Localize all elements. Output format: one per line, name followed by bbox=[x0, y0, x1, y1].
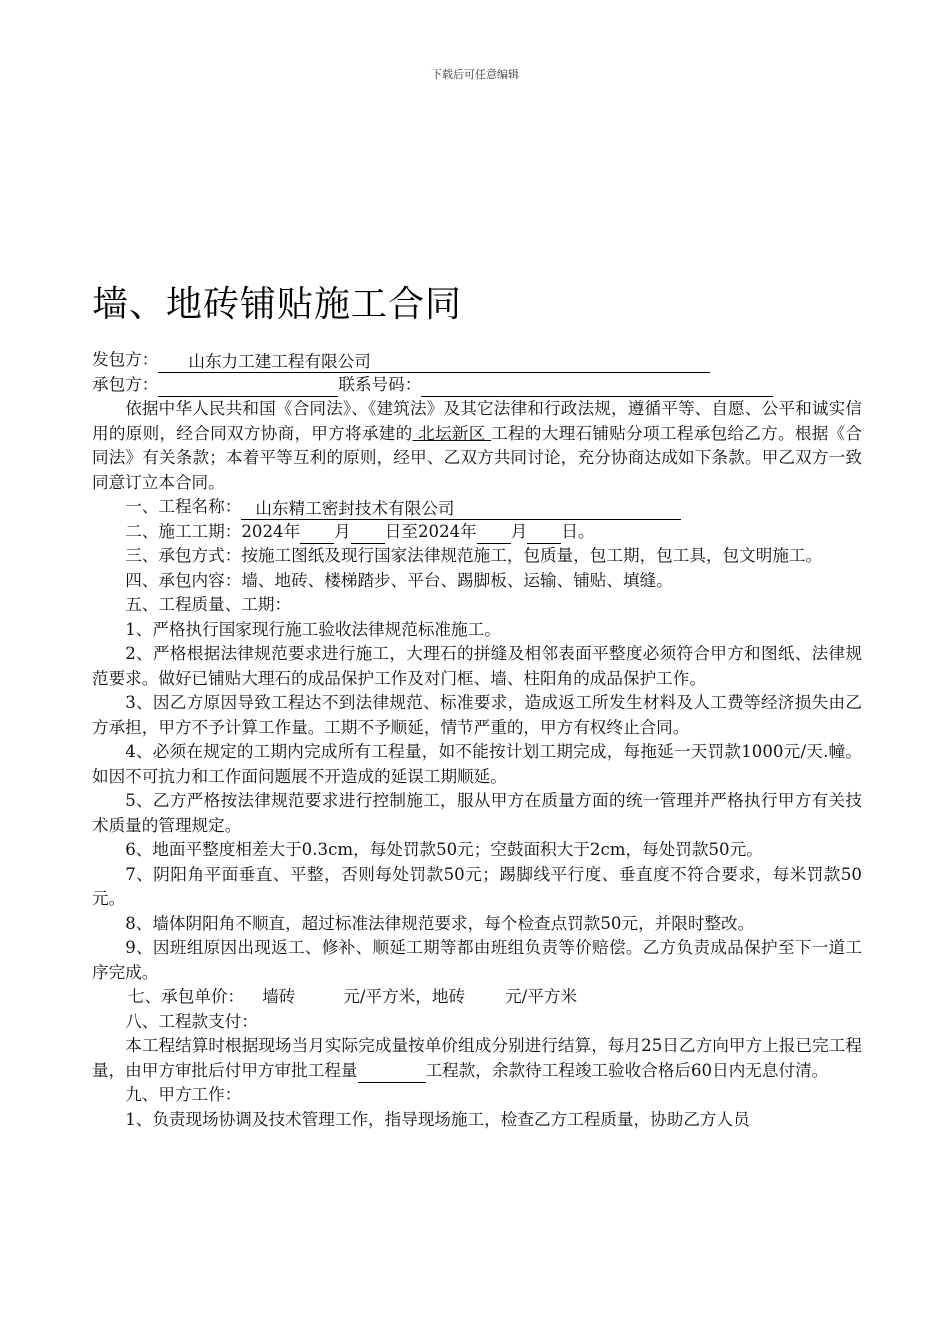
period-end: 日。 bbox=[561, 521, 595, 541]
clause-item-3: 3、因乙方原因导致工程达不到法律规范、标准要求，造成返工所发生材料及人工费等经济损失由乙方承担，甲方不予计算工作量。工期不予顺延，情节严重的，甲方有权终止合同。 bbox=[92, 693, 862, 737]
clause-quality-heading: 五、工程质量、工期： bbox=[125, 595, 292, 614]
intro-paragraph bbox=[92, 397, 862, 495]
party-b-blank bbox=[158, 376, 338, 397]
clause-item-6: 6、地面平整度相差大于0.3cm，每处罚款50元；空鼓面积大于2cm，每处罚款50元。 bbox=[125, 840, 763, 859]
project-label: 一、工程名称： bbox=[125, 497, 242, 516]
party-a-value: 山东力工建工程有限公司 bbox=[188, 351, 371, 371]
unit-price-line bbox=[92, 985, 862, 1010]
party-a-work-item-1: 1、负责现场协调及技术管理工作，指导现场施工，检查乙方工程质量，协助乙方人员 bbox=[125, 1109, 750, 1129]
period-day2-blank bbox=[527, 523, 561, 544]
period-day-blank bbox=[351, 523, 385, 544]
payment-blank bbox=[358, 1062, 426, 1083]
party-a-line bbox=[92, 348, 862, 373]
project-field bbox=[241, 499, 681, 520]
clause-item-2: 2、严格根据法律规范要求进行施工，大理石的拼缝及相邻表面平整度必须符合甲方和图纸、法律规范要求。做好已铺贴大理石的成品保护工作及对门框、墙、柱阳角的成品保护工作。 bbox=[92, 644, 862, 688]
unit-price-label: 七、承包单价： bbox=[128, 987, 245, 1006]
period-year2: 2024年 bbox=[417, 521, 477, 541]
period-day-to: 日至 bbox=[384, 521, 418, 541]
contract-body bbox=[92, 348, 862, 1132]
payment-after: 工程款，余款待工程竣工验收合格后60日内无息付清。 bbox=[425, 1060, 829, 1080]
header-note: 下载后可任意编辑 bbox=[431, 68, 519, 81]
unit-price-unit2: 元/平方米 bbox=[505, 987, 578, 1006]
clause-item-5: 5、乙方严格按法律规范要求进行控制施工，服从甲方在质量方面的统一管理并严格执行甲方有关技术质量的管理规定。 bbox=[92, 791, 862, 835]
project-line bbox=[92, 495, 862, 520]
period-month2: 月 bbox=[510, 521, 528, 541]
party-b-label: 承包方： bbox=[92, 374, 159, 394]
payment-before: 本工程结算时根据现场当月实际完成量按单价组成分别进行结算，每月25日乙方向甲方上报已完工程量，由甲方审批后付甲方审批工程量 bbox=[92, 1036, 862, 1080]
party-a-label: 发包方： bbox=[92, 350, 159, 369]
contact-label: 联系号码： bbox=[338, 374, 422, 394]
clause-item-4: 4、必须在规定的工期内完成所有工程量，如不能按计划工期完成，每拖延一天罚款1000元/天.幢。如因不可抗力和工作面问题展不开造成的延误工期顺延。 bbox=[92, 742, 862, 786]
payment-heading: 八、工程款支付： bbox=[125, 1011, 258, 1031]
clause-item-1: 1、严格执行国家现行施工验收法律规范标准施工。 bbox=[125, 619, 501, 639]
period-line bbox=[92, 520, 862, 545]
period-month2-blank bbox=[477, 523, 511, 544]
clause-item-8: 8、墙体阴阳角不顺直，超过标准法律规范要求，每个检查点罚款50元，并限时整改。 bbox=[125, 913, 755, 933]
party-b-line bbox=[92, 373, 862, 398]
unit-price-wall: 墙砖 bbox=[262, 987, 296, 1006]
period-label: 二、施工工期： bbox=[125, 521, 242, 541]
intro-after: 工程的大理石铺贴分项工程承包给乙方。根据《合同法》有关条款；本着平等互利的原则，经甲、乙双方共同讨论，充分协商达成如下条款。甲乙双方一致同意订立本合同。 bbox=[92, 423, 863, 492]
party-a-field bbox=[158, 352, 710, 373]
party-a-work-heading: 九、甲方工作： bbox=[125, 1085, 242, 1104]
contract-title: 墙、地砖铺贴施工合同 bbox=[92, 284, 463, 325]
clause-item-7: 7、阴阳角平面垂直、平整，否则每处罚款50元；踢脚线平行度、垂直度不符合要求，每米罚款50元。 bbox=[92, 864, 862, 908]
intro-before: 依据中华人民共和国《合同法》、《建筑法》及其它法律和行政法规，遵循平等、自愿、公平和诚实信用的原则，经合同双方协商，甲方将承建的 bbox=[92, 399, 862, 443]
payment-paragraph bbox=[92, 1034, 862, 1083]
intro-location-text: 北坛新区 bbox=[418, 423, 486, 443]
project-value: 山东精工密封技术有限公司 bbox=[255, 498, 455, 518]
intro-location bbox=[413, 424, 492, 443]
period-month-blank bbox=[300, 523, 334, 544]
period-year1: 2024年 bbox=[241, 521, 301, 541]
period-month: 月 bbox=[334, 521, 351, 541]
clause-scope: 四、承包内容：墙、地砖、楼梯踏步、平台、踢脚板、运输、铺贴、填缝。 bbox=[125, 570, 673, 590]
clause-item-9: 9、因班组原因出现返工、修补、顺延工期等都由班组负责等价赔偿。乙方负责成品保护至下一道工序完成。 bbox=[92, 938, 862, 982]
unit-price-unit1: 元/平方米，地砖 bbox=[343, 987, 466, 1006]
clause-contract-mode: 三、承包方式：按施工图纸及现行国家法律规范施工，包质量，包工期，包工具，包文明施工。 bbox=[125, 546, 823, 565]
contact-blank bbox=[421, 376, 773, 397]
